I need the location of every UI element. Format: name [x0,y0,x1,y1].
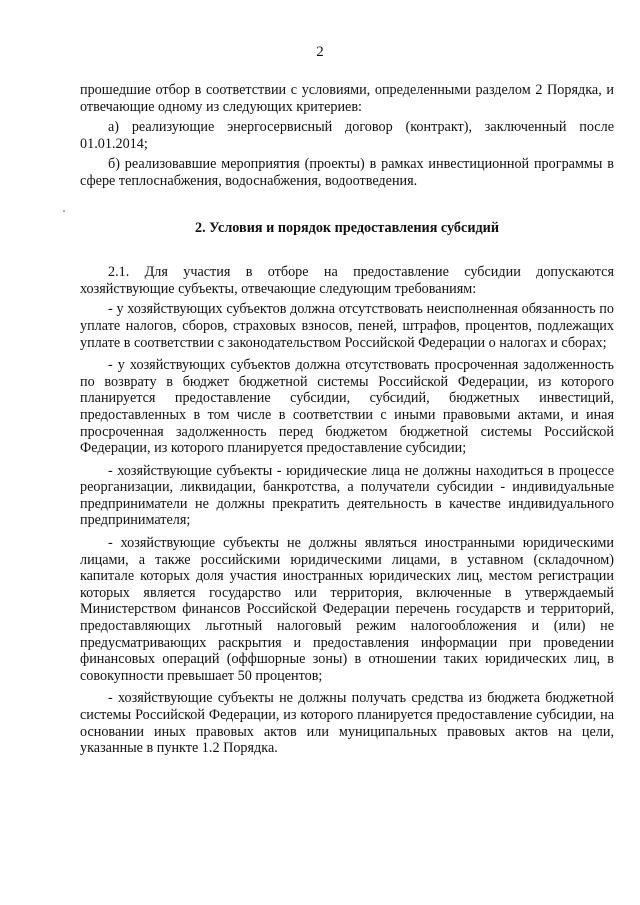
requirement-reorganization: - хозяйствующие субъекты - юридические лица не должны находиться в процессе реорганизации, ликвидации, банкротства, а получатели субсидии - индивидуальные предприниматели не должны прекратить деятельность в качестве индивидуального предпринимателя; [80,462,614,529]
requirement-taxes: - у хозяйствующих субъектов должна отсутствовать неисполненная обязанность по уплате налогов, сборов, страховых взносов, пеней, штрафов, процентов, подлежащих уплате в соответствии с законодательством Российской Федерации о налогах и сборах; [80,301,614,351]
requirement-foreign-entities: - хозяйствующие субъекты не должны являться иностранными юридическими лицами, а также российскими юридическими лицами, в уставном (складочном) капитале которых доля участия иностранных юридических лиц, местом регистрации которых является государство или территория, включенные в утверждаемый Министерством финансов Российской Федерации перечень государств и территорий, предоставляющих льготный налоговый режим налогообложения и (или) не предусматривающих раскрытия и предоставления информации при проведении финансовых операций (оффшорные зоны) в отношении таких юридических лиц, в совокупности превышает 50 процентов; [80,535,614,684]
page-number: 2 [316,44,324,60]
section-heading: 2. Условия и порядок предоставления субсидий [194,219,500,236]
requirement-debt: - у хозяйствующих субъектов должна отсутствовать просроченная задолженность по возврату в бюджет бюджетной системы Российской Федерации, из которого планируется предоставление субсидии, субсидий, бюджетных инвестиций, предоставленных в том числе в соответствии с иными правовыми актами, и иная просроченная задолженность перед бюджетом бюджетной системы Российской Федерации, из которого планируется предоставление субсидии; [80,357,614,457]
paragraph-criterion-a: а) реализующие энергосервисный договор (контракт), заключенный после 01.01.2014; [80,119,614,152]
paragraph-continuation: прошедшие отбор в соответствии с условиями, определенными разделом 2 Порядка, и отвечающие одному из следующих критериев: [80,82,614,115]
scan-mark [63,210,65,212]
paragraph-criterion-b: б) реализовавшие мероприятия (проекты) в рамках инвестиционной программы в сфере теплоснабжения, водоснабжения, водоотведения. [80,156,614,189]
document-body [80,82,614,763]
paragraph-2-1: 2.1. Для участия в отборе на предоставление субсидии допускаются хозяйствующие субъекты, отвечающие следующим требованиям: [80,264,614,297]
requirement-other-funds: - хозяйствующие субъекты не должны получать средства из бюджета бюджетной системы Российской Федерации, из которого планируется предоставление субсидии, на основании иных правовых актов или муниципальных правовых актов на цели, указанные в пункте 1.2 Порядка. [80,690,614,757]
